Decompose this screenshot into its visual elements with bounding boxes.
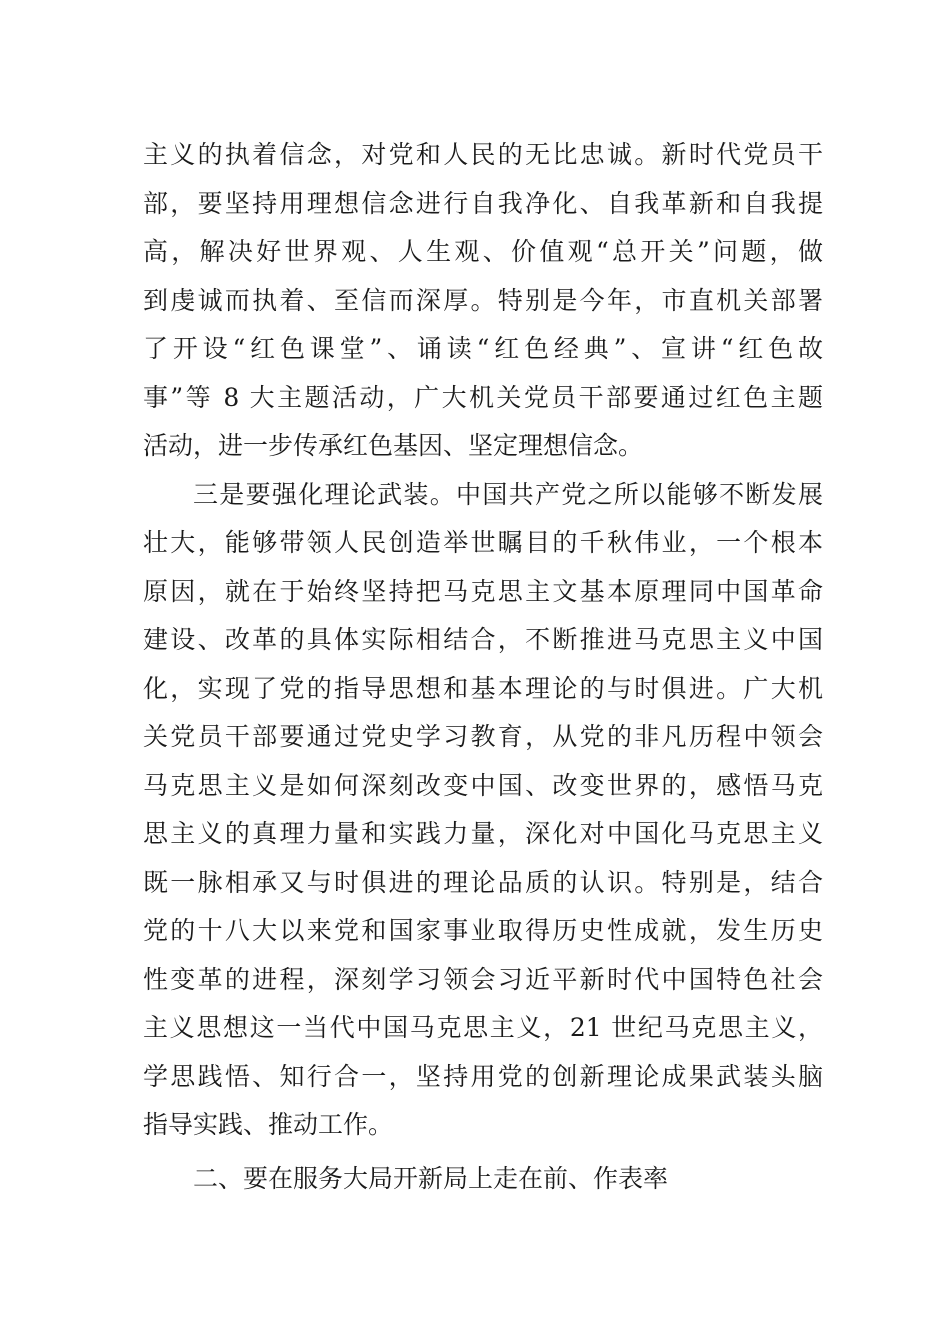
text-line-6: 事”等 8 大主题活动，广大机关党员干部要通过红色主题	[143, 382, 823, 412]
text-line-13: 关党员干部要通过党史学习教育，从党的非凡历程中领会	[143, 722, 823, 751]
text-line-21: 指导实践、推动工作。	[143, 1110, 394, 1139]
text-line-9: 壮大，能够带领人民创造举世瞩目的千秋伟业，一个根本	[143, 528, 823, 557]
text-line-14: 马克思主义是如何深刻改变中国、改变世界的，感悟马克	[143, 770, 823, 800]
text-line-19: 主义思想这一当代中国马克思主义，21 世纪马克思主义，	[143, 1013, 823, 1042]
text-line-12: 化，实现了党的指导思想和基本理论的与时俱进。广大机	[143, 673, 823, 703]
section-heading: 二、要在服务大局开新局上走在前、作表率	[193, 1163, 669, 1193]
text-line-17: 党的十八大以来党和国家事业取得历史性成就，发生历史	[143, 916, 823, 945]
text-line-3: 高，解决好世界观、人生观、价值观“总开关”问题，做	[143, 237, 823, 266]
text-line-11: 建设、改革的具体实际相结合，不断推进马克思主义中国	[143, 625, 823, 654]
text-line-1: 主义的执着信念，对党和人民的无比忠诚。新时代党员干	[143, 140, 823, 169]
paragraph-3-first-line: 三是要强化理论武装。中国共产党之所以能够不断发展	[193, 479, 823, 509]
text-line-20: 学思践悟、知行合一，坚持用党的创新理论成果武装头脑	[143, 1061, 823, 1091]
text-line-5: 了开设“红色课堂”、诵读“红色经典”、宣讲“红色故	[143, 334, 823, 363]
text-line-16: 既一脉相承又与时俱进的理论品质的认识。特别是，结合	[143, 867, 823, 897]
text-line-15: 思主义的真理力量和实践力量，深化对中国化马克思主义	[143, 819, 823, 848]
text-line-18: 性变革的进程，深刻学习领会习近平新时代中国特色社会	[143, 964, 823, 994]
body-text	[143, 131, 823, 1203]
text-line-10: 原因，就在于始终坚持把马克思主文基本原理同中国革命	[143, 576, 823, 606]
text-line-4: 到虔诚而执着、至信而深厚。特别是今年，市直机关部署	[143, 285, 823, 315]
text-line-7: 活动，进一步传承红色基因、坚定理想信念。	[143, 431, 644, 460]
text-line-2: 部，要坚持用理想信念进行自我净化、自我革新和自我提	[143, 188, 823, 218]
